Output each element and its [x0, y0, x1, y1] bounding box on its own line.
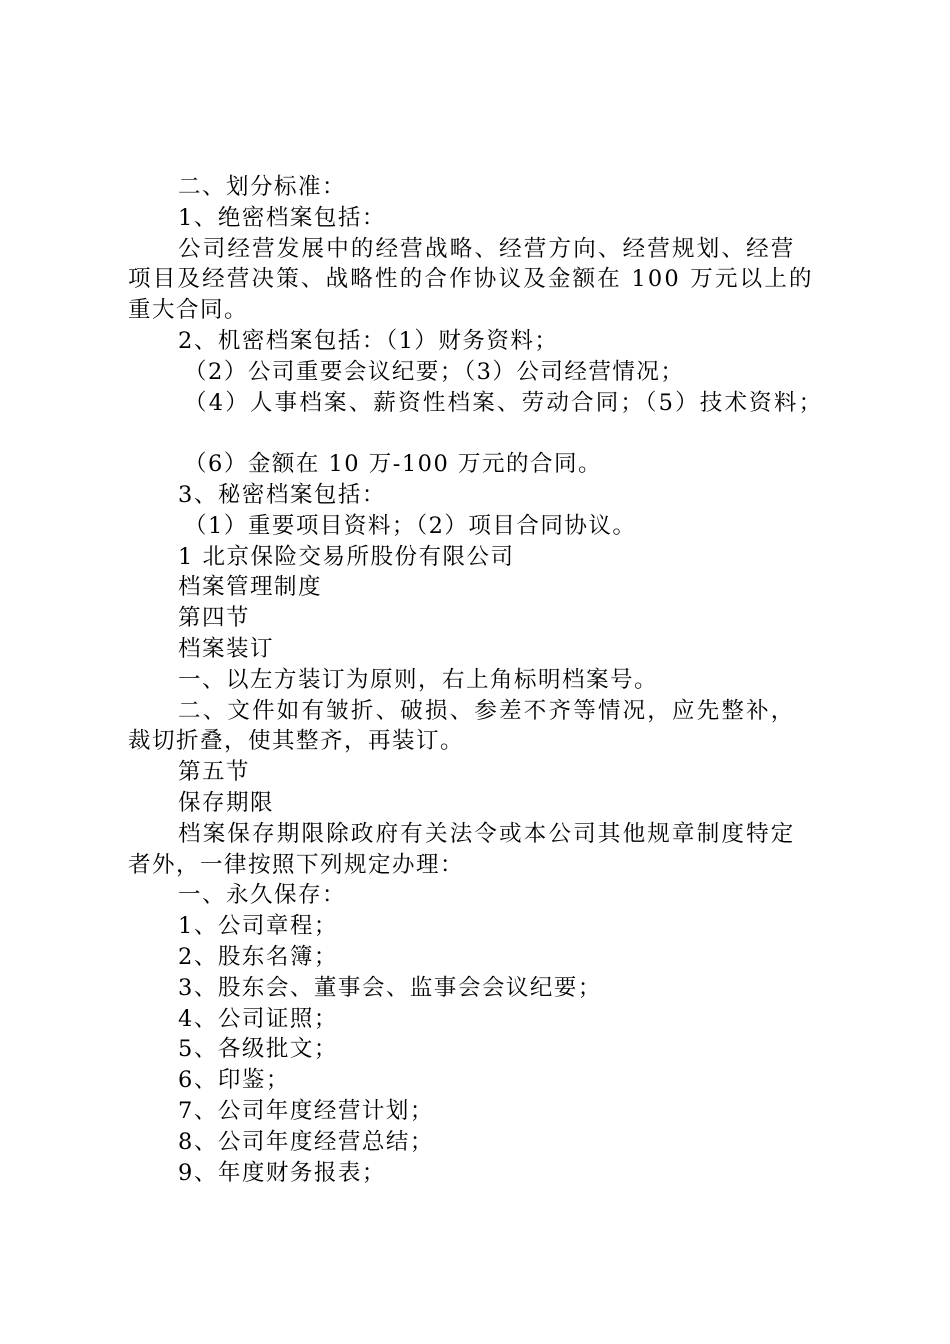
section-title: 保存期限 [178, 789, 275, 816]
list-item: （6）金额在 10 万-100 万元的合同。 [184, 451, 602, 478]
section-heading: 第四节 [178, 605, 251, 632]
document-title: 档案管理制度 [178, 574, 323, 601]
company-name: 1 北京保险交易所股份有限公司 [178, 543, 515, 570]
list-item: 3、股东会、董事会、监事会会议纪要； [178, 974, 602, 1001]
list-item: （4）人事档案、薪资性档案、劳动合同；（5）技术资料； [184, 389, 824, 416]
paragraph-line: 档案保存期限除政府有关法令或本公司其他规章制度特定 [178, 820, 796, 847]
list-item: 3、秘密档案包括： [178, 481, 386, 508]
list-item: 2、机密档案包括：（1）财务资料； [178, 327, 559, 354]
list-item: （2）公司重要会议纪要；（3）公司经营情况； [184, 358, 685, 385]
list-item: 8、公司年度经营总结； [178, 1128, 434, 1155]
paragraph-line: 公司经营发展中的经营战略、经营方向、经营规划、经营 [178, 235, 796, 262]
list-item: 2、股东名簿； [178, 943, 338, 970]
paragraph-line: 重大合同。 [128, 297, 249, 324]
list-item: 一、以左方装订为原则，右上角标明档案号。 [178, 666, 659, 693]
list-item: （1）重要项目资料；（2）项目合同协议。 [184, 512, 637, 539]
section-title: 档案装订 [178, 635, 275, 662]
list-item: 5、各级批文； [178, 1036, 338, 1063]
list-item: 6、印鉴； [178, 1067, 290, 1094]
paragraph-line: 二、文件如有皱折、破损、参差不齐等情况，应先整补， [178, 697, 796, 724]
list-item: 1、绝密档案包括： [178, 204, 386, 231]
list-item: 4、公司证照； [178, 1005, 338, 1032]
list-heading: 一、永久保存： [178, 882, 347, 909]
blank-line [128, 418, 840, 449]
list-item: 9、年度财务报表； [178, 1159, 386, 1186]
paragraph-line: 项目及经营决策、战略性的合作协议及金额在 100 万元以上的 [128, 266, 814, 293]
section-heading: 第五节 [178, 759, 251, 786]
paragraph-line: 裁切折叠，使其整齐，再装订。 [128, 728, 465, 755]
paragraph-line: 者外，一律按照下列规定办理： [128, 851, 465, 878]
list-item: 1、公司章程； [178, 913, 338, 940]
section-heading: 二、划分标准： [178, 174, 347, 200]
list-item: 7、公司年度经营计划； [178, 1097, 434, 1124]
document-body [128, 172, 840, 1188]
